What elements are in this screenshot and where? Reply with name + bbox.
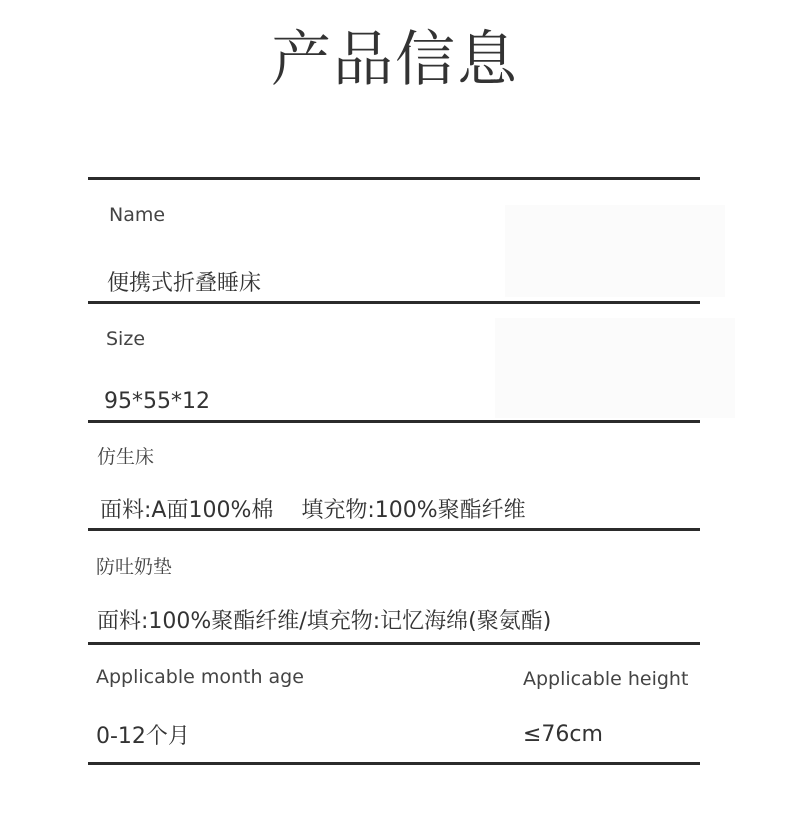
applicable-height-label: Applicable height (523, 668, 689, 690)
anti-spit-pad-value: 面料:100%聚酯纤维/填充物:记忆海绵(聚氨酯) (97, 609, 552, 634)
page-title: 产品信息 (271, 25, 519, 95)
divider-line (88, 420, 700, 423)
size-label: Size (106, 328, 146, 350)
anti-spit-pad-label: 防吐奶垫 (96, 556, 173, 578)
applicable-month-age-value: 0-12个月 (96, 724, 190, 749)
bionic-bed-value: 面料:A面100%棉 填充物:100%聚酯纤维 (100, 498, 526, 523)
divider-line (88, 177, 700, 180)
name-label: Name (109, 204, 166, 226)
divider-line (88, 762, 700, 765)
applicable-height-value: ≤76cm (523, 722, 603, 747)
divider-line (88, 301, 700, 304)
name-value: 便携式折叠睡床 (107, 271, 262, 296)
faint-background-block (505, 205, 725, 297)
size-value: 95*55*12 (104, 389, 210, 414)
faint-background-block (495, 318, 735, 418)
applicable-month-age-label: Applicable month age (96, 666, 304, 688)
bionic-bed-label: 仿生床 (97, 446, 155, 468)
divider-line (88, 528, 700, 531)
divider-line (88, 642, 700, 645)
